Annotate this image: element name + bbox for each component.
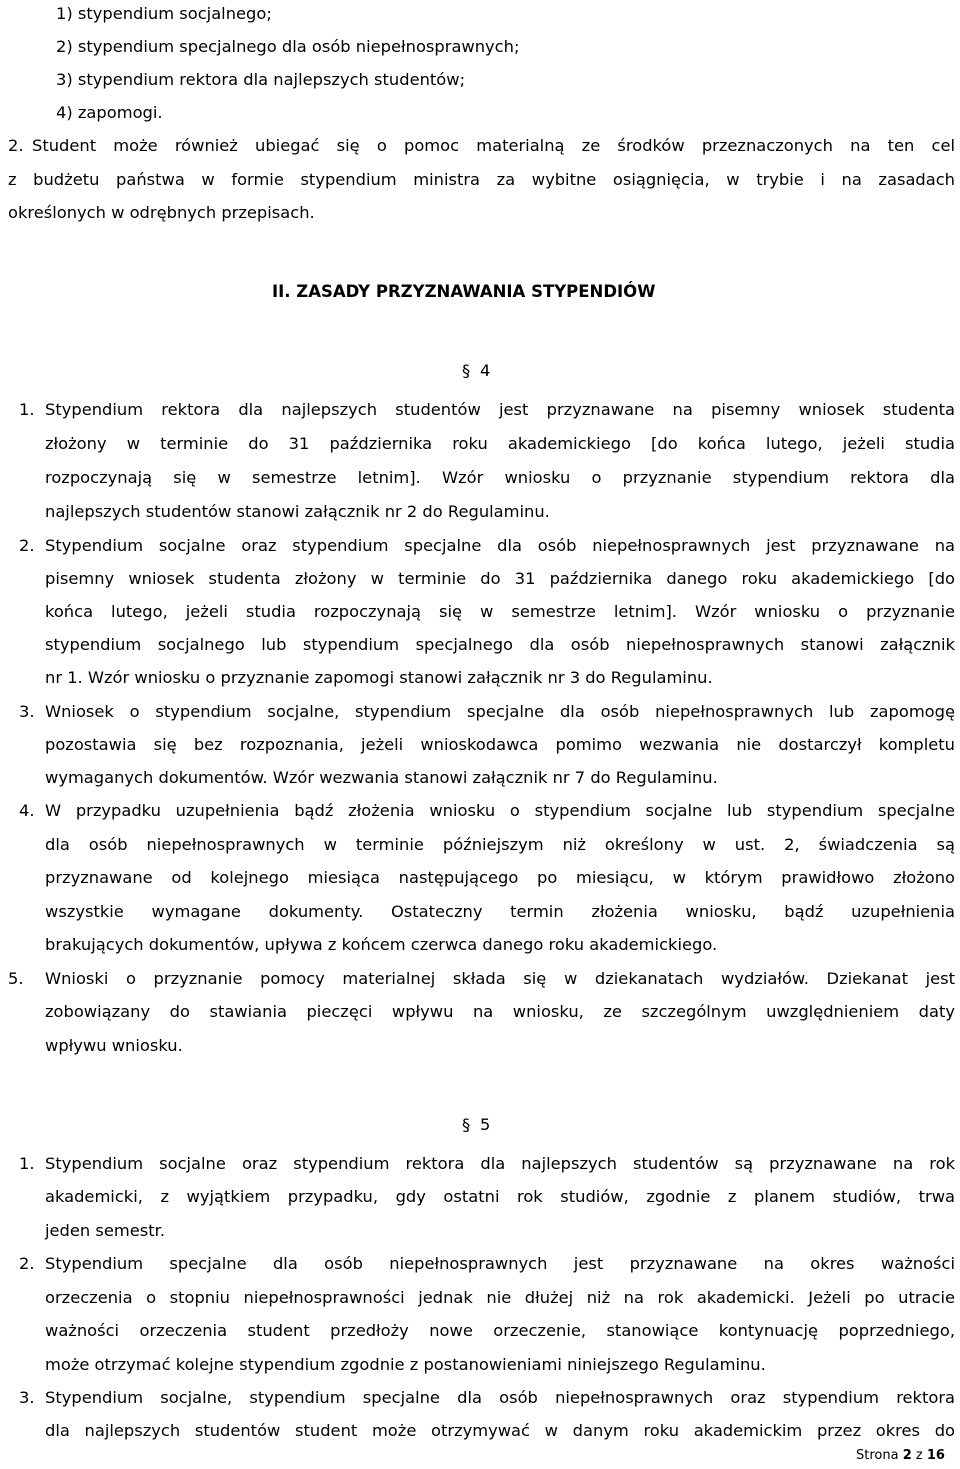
paragraph-line: wszystkie wymagane dokumenty. Ostateczny termin złożenia wniosku, bądź uzupełnienia: [45, 902, 955, 921]
footer-total-pages: 16: [926, 1448, 945, 1463]
paragraph-line: końca lutego, jeżeli studia rozpoczynają się w semestrze letnim]. Wzór wniosku o przyznanie: [45, 602, 955, 621]
paragraph-line: pisemny wniosek studenta złożony w terminie do 31 października danego roku akademickiego [do: [45, 569, 955, 588]
item-number: 2.: [19, 1254, 35, 1273]
paragraph-line: dla osób niepełnosprawnych w terminie późniejszym niż określony w ust. 2, świadczenia są: [45, 835, 955, 854]
paragraph-line: z budżetu państwa w formie stypendium ministra za wybitne osiągnięcia, w trybie i na zasadach: [8, 170, 955, 189]
paragraph-line: Stypendium socjalne oraz stypendium rektora dla najlepszych studentów są przyznawane na rok: [45, 1154, 955, 1173]
paragraph-line: Student może również ubiegać się o pomoc materialną ze środków przeznaczonych na ten cel: [32, 136, 955, 155]
paragraph-line: orzeczenia o stopniu niepełnosprawności jednak nie dłużej niż na rok akademicki. Jeżeli po utracie: [45, 1288, 955, 1307]
paragraph-line: złożony w terminie do 31 października roku akademickiego [do końca lutego, jeżeli studia: [45, 434, 955, 453]
paragraph-line: może otrzymać kolejne stypendium zgodnie z postanowieniami niniejszego Regulaminu.: [45, 1355, 766, 1374]
paragraph-line: dla najlepszych studentów student może otrzymywać w danym roku akademickim przez okres do: [45, 1421, 955, 1440]
paragraph-line: Wnioski o przyznanie pomocy materialnej składa się w dziekanatach wydziałów. Dziekanat jest: [45, 969, 955, 988]
item-number: 1.: [19, 400, 35, 419]
item-number: 3.: [19, 1388, 35, 1407]
footer-prefix: Strona: [856, 1448, 899, 1463]
paragraph-line: akademicki, z wyjątkiem przypadku, gdy ostatni rok studiów, zgodnie z planem studiów, trwa: [45, 1187, 955, 1206]
paragraph-line: najlepszych studentów stanowi załącznik nr 2 do Regulaminu.: [45, 502, 550, 521]
paragraph-line: określonych w odrębnych przepisach.: [8, 203, 315, 222]
footer-separator: z: [915, 1448, 923, 1463]
paragraph-line: jeden semestr.: [45, 1221, 166, 1240]
paragraph-line: Stypendium rektora dla najlepszych studentów jest przyznawane na pisemny wniosek studenta: [45, 400, 955, 419]
paragraph-line: Stypendium specjalne dla osób niepełnosprawnych jest przyznawane na okres ważności: [45, 1254, 955, 1273]
page-footer: [856, 1446, 945, 1466]
list-item: 3) stypendium rektora dla najlepszych studentów;: [56, 70, 466, 89]
paragraph-line: Wniosek o stypendium socjalne, stypendium specjalne dla osób niepełnosprawnych lub zapomogę: [45, 702, 955, 721]
section-heading: II. ZASADY PRZYZNAWANIA STYPENDIÓW: [272, 282, 656, 301]
paragraph-symbol: §: [462, 361, 471, 380]
paragraph-line: brakujących dokumentów, upływa z końcem czerwca danego roku akademickiego.: [45, 935, 718, 954]
paragraph-line: Stypendium socjalne, stypendium specjalne dla osób niepełnosprawnych oraz stypendium rektora: [45, 1388, 955, 1407]
list-item: 4) zapomogi.: [56, 103, 163, 122]
list-item: 1) stypendium socjalnego;: [56, 4, 272, 23]
item-number: 3.: [19, 702, 35, 721]
paragraph-line: wymaganych dokumentów. Wzór wezwania stanowi załącznik nr 7 do Regulaminu.: [45, 768, 718, 787]
paragraph-line: W przypadku uzupełnienia bądź złożenia wniosku o stypendium socjalne lub stypendium specjalne: [45, 801, 955, 820]
item-number: 5.: [8, 969, 24, 988]
item-number: 1.: [19, 1154, 35, 1173]
paragraph-line: ważności orzeczenia student przedłoży nowe orzeczenie, stanowiące kontynuację poprzedniego,: [45, 1321, 955, 1340]
item-number: 2.: [8, 136, 24, 155]
paragraph-symbol: §: [462, 1115, 471, 1134]
paragraph-line: przyznawane od kolejnego miesiąca następującego po miesiącu, w którym prawidłowo złożono: [45, 868, 955, 887]
footer-page-number: 2: [902, 1448, 912, 1463]
paragraph-line: nr 1. Wzór wniosku o przyznanie zapomogi stanowi załącznik nr 3 do Regulaminu.: [45, 668, 713, 687]
paragraph-line: wpływu wniosku.: [45, 1036, 183, 1055]
paragraph-line: stypendium socjalnego lub stypendium specjalnego dla osób niepełnosprawnych stanowi załącznik: [45, 635, 955, 654]
paragraph-line: zobowiązany do stawiania pieczęci wpływu na wniosku, ze szczególnym uwzględnieniem daty: [45, 1002, 955, 1021]
list-item: 2) stypendium specjalnego dla osób niepełnosprawnych;: [56, 37, 520, 56]
paragraph-line: pozostawia się bez rozpoznania, jeżeli wnioskodawca pomimo wezwania nie dostarczył kompletu: [45, 735, 955, 754]
paragraph-line: Stypendium socjalne oraz stypendium specjalne dla osób niepełnosprawnych jest przyznawane na: [45, 536, 955, 555]
item-number: 4.: [19, 801, 35, 820]
paragraph-number: 5: [480, 1115, 491, 1134]
paragraph-line: rozpoczynają się w semestrze letnim]. Wzór wniosku o przyznanie stypendium rektora dla: [45, 468, 955, 487]
item-number: 2.: [19, 536, 35, 555]
paragraph-number: 4: [480, 361, 491, 380]
